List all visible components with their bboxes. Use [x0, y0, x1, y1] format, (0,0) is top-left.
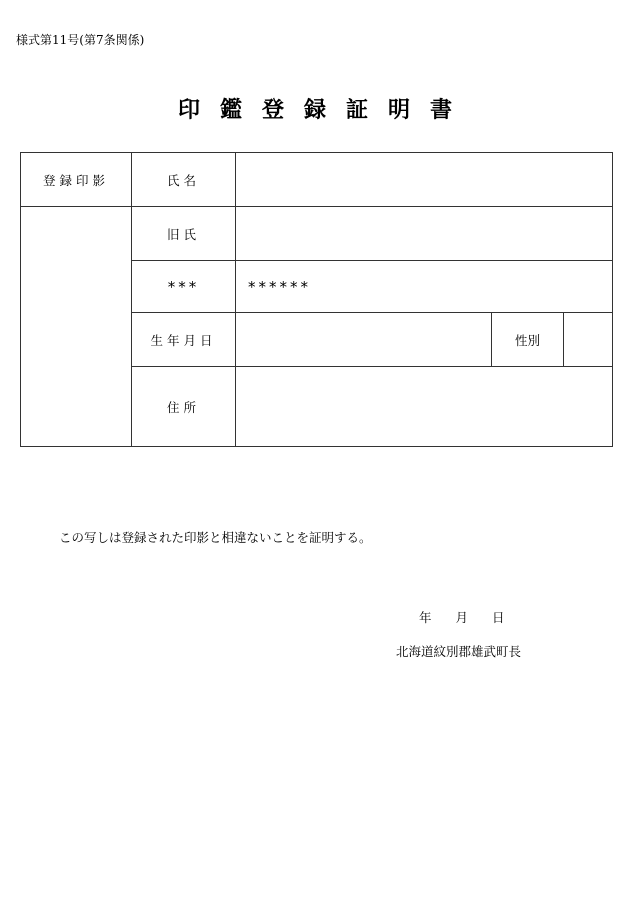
title-char: 鑑 — [219, 97, 242, 123]
date-month-label: 月 — [455, 610, 469, 625]
address-label-cell — [132, 367, 236, 447]
title-char: 登 — [261, 97, 284, 123]
gender-value-cell — [564, 313, 613, 367]
certification-statement: この写しは登録された印影と相違ないことを証明する。 — [59, 530, 372, 545]
gender-label: 性別 — [514, 332, 540, 348]
issuer-name: 北海道紋別郡雄武町長 — [396, 644, 522, 659]
seal-impression-cell — [21, 207, 132, 447]
date-year-label: 年 — [419, 610, 432, 625]
address-label: 住所 — [166, 399, 200, 415]
name-label-cell — [132, 153, 236, 207]
title-char: 証 — [346, 97, 369, 123]
form-number: 様式第11号(第7条関係) — [16, 33, 145, 47]
masked-value: ****** — [248, 277, 311, 296]
date-day-label: 日 — [492, 610, 505, 625]
address-value-cell — [236, 367, 613, 447]
seal-label: 登録印影 — [42, 172, 109, 188]
old-name-label: 旧氏 — [166, 226, 200, 242]
dob-label: 生年月日 — [150, 332, 217, 348]
title-char: 印 — [177, 97, 200, 123]
masked-value-cell — [236, 261, 613, 313]
title-char: 書 — [430, 97, 453, 123]
dob-label-cell — [132, 313, 236, 367]
name-label: 氏名 — [166, 172, 200, 188]
gender-label-cell — [492, 313, 564, 367]
masked-label: *** — [167, 277, 200, 296]
masked-label-cell — [132, 261, 236, 313]
title-char: 明 — [388, 97, 411, 123]
dob-value-cell — [236, 313, 492, 367]
old-name-label-cell — [132, 207, 236, 261]
title-char: 録 — [303, 97, 326, 123]
old-name-value-cell — [236, 207, 613, 261]
certificate-table — [20, 152, 613, 447]
issue-date — [419, 608, 505, 626]
document-title — [0, 93, 630, 124]
name-value-cell — [236, 153, 613, 207]
seal-label-cell — [21, 153, 132, 207]
